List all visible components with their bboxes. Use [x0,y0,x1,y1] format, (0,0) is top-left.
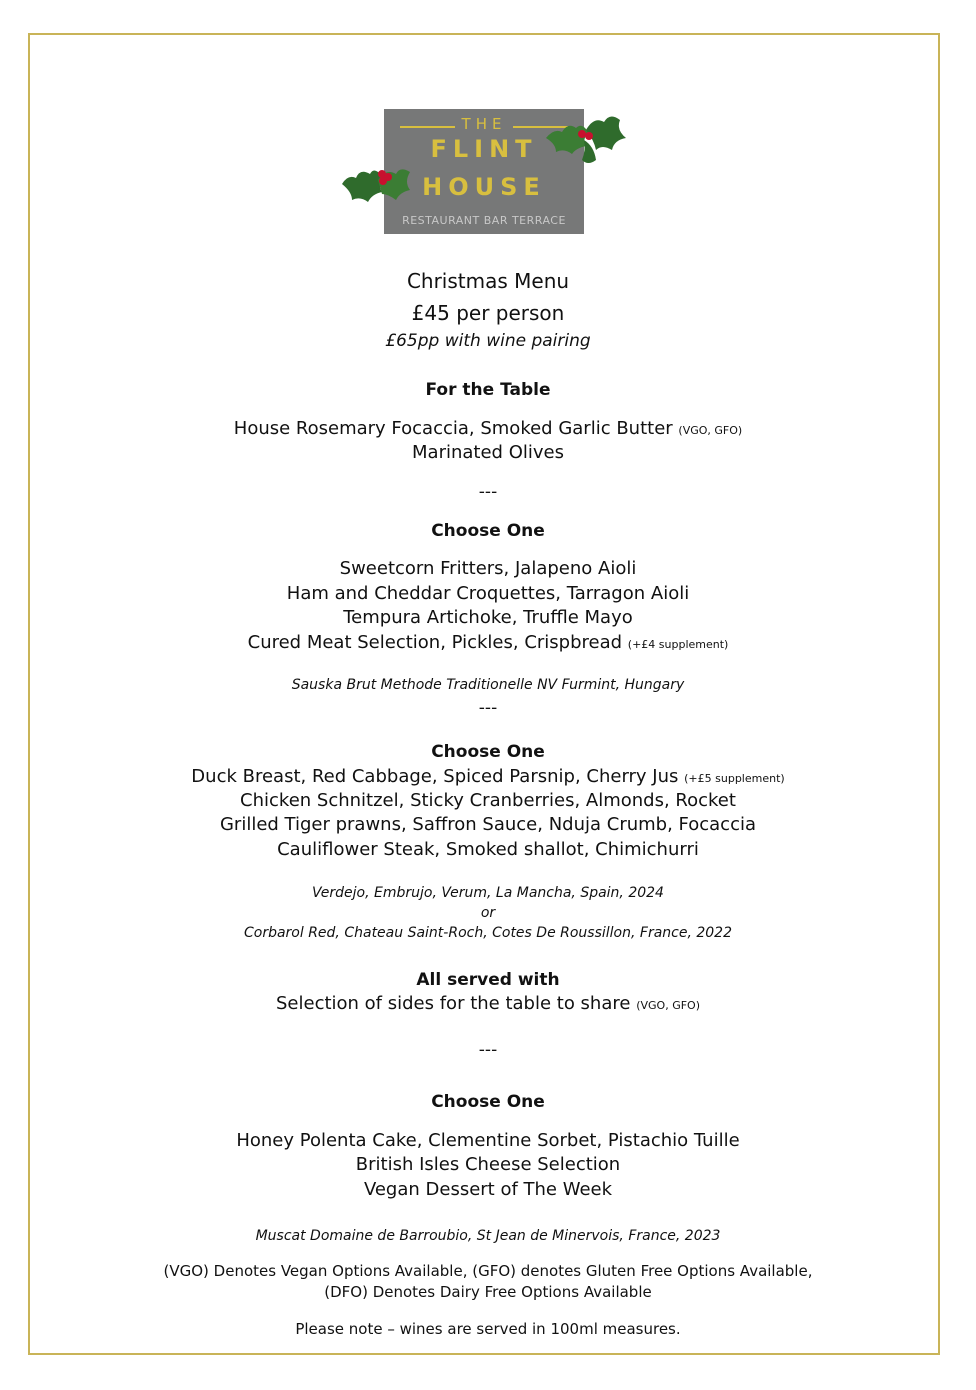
separator: --- [478,698,498,718]
menu-item: Grilled Tiger prawns, Saffron Sauce, Nduja Crumb, Focaccia [219,814,757,835]
dietary-tag: (VGO, GFO) [678,424,743,437]
menu-item: British Isles Cheese Selection [355,1154,621,1175]
wine-pairing: Muscat Domaine de Barroubio, St Jean de Minervois, France, 2023 [255,1228,721,1244]
menu-title: Christmas Menu [406,269,570,293]
logo [338,100,638,240]
separator: --- [478,482,498,502]
separator: --- [478,1040,498,1060]
wine-pairing-price: £65pp with wine pairing [385,331,591,351]
menu-item: Tempura Artichoke, Truffle Mayo [343,607,633,628]
wine-or: or [480,905,496,921]
menu-item: Cured Meat Selection, Pickles, Crispbread (+£4 supplement) [247,632,729,653]
wine-measure-note: Please note – wines are served in 100ml measures. [295,1320,681,1338]
holly-right-icon [542,110,632,170]
dietary-tag: (VGO, GFO) [636,999,700,1012]
supplement-tag: (+£5 supplement) [684,772,785,785]
supplement-tag: (+£4 supplement) [627,638,729,651]
sides-text: Selection of sides for the table to share (VGO, GFO) [276,993,700,1014]
menu-price: £45 per person [411,301,565,325]
logo-house: HOUSE [422,173,546,201]
wine-pairing: Corbarol Red, Chateau Saint-Roch, Cotes De Roussillon, France, 2022 [243,925,732,941]
menu-item: House Rosemary Focaccia, Smoked Garlic Butter (VGO, GFO) [233,418,743,439]
logo-flint: FLINT [430,135,538,163]
logo-subtitle: RESTAURANT BAR TERRACE [402,214,566,227]
menu-item: Ham and Cheddar Croquettes, Tarragon Aioli [286,583,690,604]
dietary-legend-line2: (DFO) Denotes Dairy Free Options Available [324,1283,652,1301]
section-heading-for-the-table: For the Table [425,380,551,400]
menu-item: Vegan Dessert of The Week [363,1179,613,1200]
holly-left-icon [338,160,418,210]
menu-item: Honey Polenta Cake, Clementine Sorbet, Pistachio Tuille [236,1130,740,1151]
section-heading-mains: Choose One [431,742,545,762]
logo-the: THE [461,115,507,133]
menu-item: Cauliflower Steak, Smoked shallot, Chimichurri [277,839,699,860]
dietary-legend-line1: (VGO) Denotes Vegan Options Available, (GFO) denotes Gluten Free Options Available, [163,1262,813,1280]
menu-item: Sweetcorn Fritters, Jalapeno Aioli [339,558,637,579]
wine-pairing: Verdejo, Embrujo, Verum, La Mancha, Spain, 2024 [312,885,664,901]
menu-item: Marinated Olives [412,442,564,463]
section-heading-sides: All served with [416,970,560,990]
section-heading-desserts: Choose One [431,1092,545,1112]
menu-item: Duck Breast, Red Cabbage, Spiced Parsnip, Cherry Jus (+£5 supplement) [191,766,785,787]
section-heading-starters: Choose One [431,521,545,541]
menu-item: Chicken Schnitzel, Sticky Cranberries, Almonds, Rocket [240,790,736,811]
wine-pairing: Sauska Brut Methode Traditionelle NV Furmint, Hungary [291,677,685,693]
